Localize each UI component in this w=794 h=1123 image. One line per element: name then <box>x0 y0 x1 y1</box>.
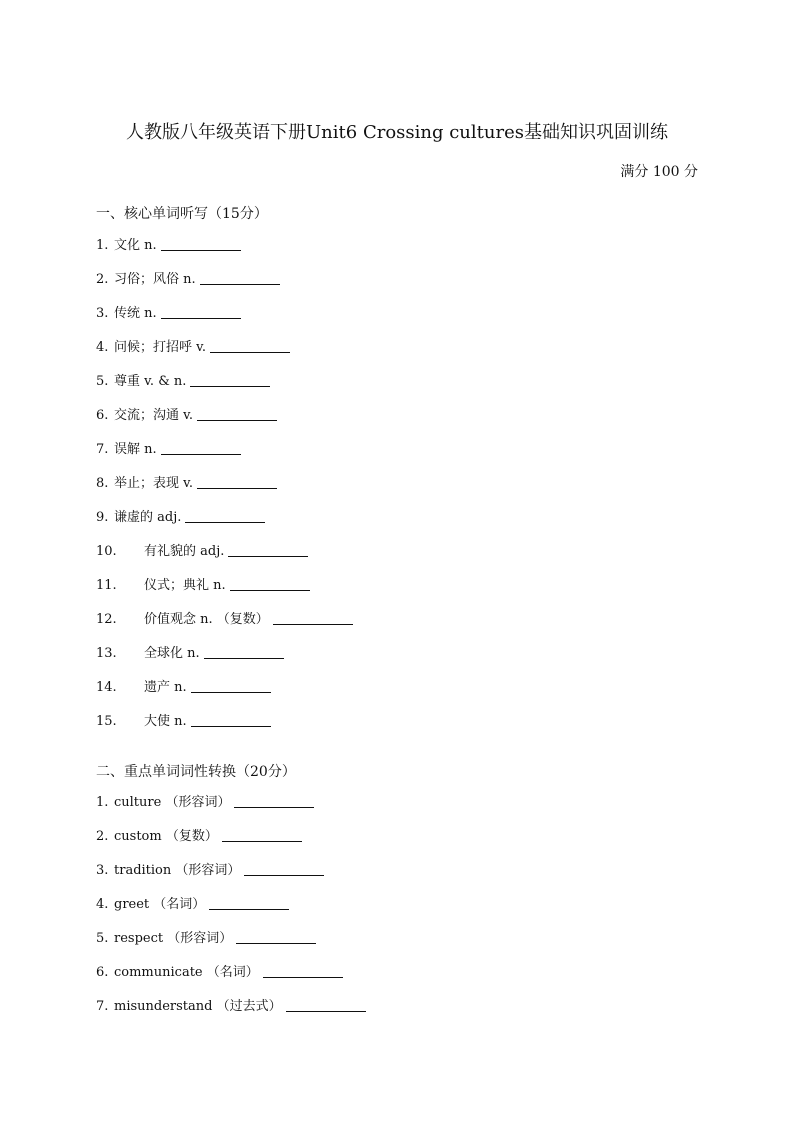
item-text: 交流；沟通 v. <box>114 408 194 423</box>
item-number: 7. <box>96 999 109 1014</box>
item-number: 7. <box>96 442 109 457</box>
item-number: 14. <box>96 680 117 695</box>
answer-blank[interactable] <box>204 644 284 659</box>
item-number: 4. <box>96 340 109 355</box>
list-item <box>96 644 284 664</box>
list-item <box>96 304 241 324</box>
item-text: 谦虚的 adj. <box>114 510 182 525</box>
answer-blank[interactable] <box>210 338 290 353</box>
item-text: 文化 n. <box>114 238 157 253</box>
item-text: 价值观念 n. （复数） <box>144 612 269 627</box>
list-item <box>96 895 289 915</box>
item-number: 11. <box>96 578 117 593</box>
item-number: 13. <box>96 646 117 661</box>
item-text: misunderstand （过去式） <box>114 999 282 1014</box>
answer-blank[interactable] <box>286 997 366 1012</box>
answer-blank[interactable] <box>200 270 280 285</box>
answer-blank[interactable] <box>228 542 308 557</box>
list-item <box>96 440 241 460</box>
item-number: 6. <box>96 965 109 980</box>
item-text: custom （复数） <box>114 829 218 844</box>
answer-blank[interactable] <box>185 508 265 523</box>
answer-blank[interactable] <box>236 929 316 944</box>
item-text: 有礼貌的 adj. <box>144 544 225 559</box>
answer-blank[interactable] <box>191 678 271 693</box>
list-item <box>96 542 308 562</box>
item-number: 5. <box>96 931 109 946</box>
item-text: 问候；打招呼 v. <box>114 340 207 355</box>
item-number: 5. <box>96 374 109 389</box>
list-item <box>96 678 271 698</box>
item-text: tradition （形容词） <box>114 863 241 878</box>
list-item <box>96 236 241 256</box>
answer-blank[interactable] <box>273 610 353 625</box>
list-item <box>96 576 310 596</box>
item-number: 8. <box>96 476 109 491</box>
item-text: 大使 n. <box>144 714 187 729</box>
item-number: 1. <box>96 795 109 810</box>
answer-blank[interactable] <box>191 712 271 727</box>
item-number: 6. <box>96 408 109 423</box>
item-number: 4. <box>96 897 109 912</box>
answer-blank[interactable] <box>222 827 302 842</box>
item-text: 遗产 n. <box>144 680 187 695</box>
item-text: culture （形容词） <box>114 795 231 810</box>
answer-blank[interactable] <box>230 576 310 591</box>
list-item <box>96 508 265 528</box>
list-item <box>96 861 324 881</box>
item-text: 误解 n. <box>114 442 157 457</box>
answer-blank[interactable] <box>190 372 270 387</box>
item-number: 15. <box>96 714 117 729</box>
list-item <box>96 997 366 1017</box>
list-item <box>96 338 290 358</box>
answer-blank[interactable] <box>161 304 241 319</box>
list-item <box>96 712 271 732</box>
list-item <box>96 793 314 813</box>
item-number: 12. <box>96 612 117 627</box>
list-item <box>96 372 270 392</box>
item-number: 9. <box>96 510 109 525</box>
section-2-title: 二、重点单词词性转换（20分） <box>96 764 296 780</box>
page-title: 人教版八年级英语下册Unit6 Crossing cultures基础知识巩固训练 <box>126 122 668 143</box>
answer-blank[interactable] <box>161 236 241 251</box>
item-text: communicate （名词） <box>114 965 259 980</box>
answer-blank[interactable] <box>209 895 289 910</box>
list-item <box>96 474 277 494</box>
item-text: respect （形容词） <box>114 931 233 946</box>
item-text: 传统 n. <box>114 306 157 321</box>
item-number: 3. <box>96 306 109 321</box>
answer-blank[interactable] <box>161 440 241 455</box>
item-text: 仪式；典礼 n. <box>144 578 226 593</box>
list-item <box>96 610 353 630</box>
answer-blank[interactable] <box>244 861 324 876</box>
item-number: 1. <box>96 238 109 253</box>
list-item <box>96 827 302 847</box>
item-text: greet （名词） <box>114 897 206 912</box>
list-item <box>96 929 316 949</box>
list-item <box>96 963 343 983</box>
item-number: 10. <box>96 544 117 559</box>
answer-blank[interactable] <box>197 474 277 489</box>
item-number: 3. <box>96 863 109 878</box>
item-text: 尊重 v. & n. <box>114 374 187 389</box>
total-score: 满分 100 分 <box>620 164 698 180</box>
answer-blank[interactable] <box>234 793 314 808</box>
item-text: 举止；表现 v. <box>114 476 194 491</box>
answer-blank[interactable] <box>197 406 277 421</box>
answer-blank[interactable] <box>263 963 343 978</box>
list-item <box>96 270 280 290</box>
item-number: 2. <box>96 829 109 844</box>
item-text: 全球化 n. <box>144 646 200 661</box>
item-text: 习俗；风俗 n. <box>114 272 196 287</box>
list-item <box>96 406 277 426</box>
section-1-title: 一、核心单词听写（15分） <box>96 206 268 222</box>
item-number: 2. <box>96 272 109 287</box>
